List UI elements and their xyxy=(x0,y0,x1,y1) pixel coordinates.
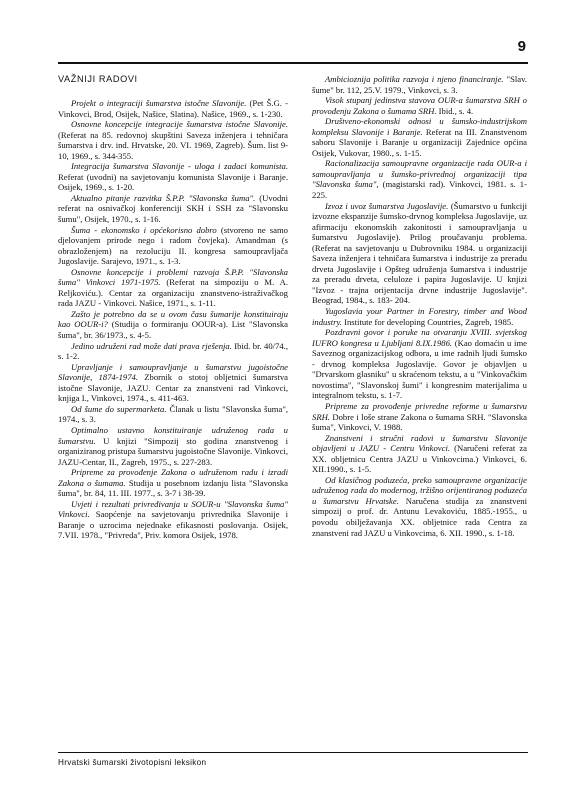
bibliography-entry xyxy=(312,158,527,200)
entry-details: Članak u listu "Slavonska šuma", 1974., s. 3. xyxy=(58,403,288,425)
entry-details: Naručena studija za znanstveni simpozij o prof. dr. Antunu Levakoviću, 1885.-1955., u povodu obilježavanja XX. obljetnice rada Centra za znanstveni rad JAZU u Vinkovcima, 6. XII. 1990., s. 1-18. xyxy=(312,495,527,538)
entry-title: Pripreme za provođenje Zakona o udruženom radu i izradi Zakona o šumama. xyxy=(58,467,288,488)
entry-details: Dobre i loše strane Zakona o šumama SRH. "Slavonska šuma", Vinkovci, V. 1988. xyxy=(312,411,527,433)
bibliography-entry xyxy=(312,74,527,95)
entry-details: Referat na III. Znanstvenom saboru Slavonije i Baranje u organizaciji Zajednice općina Osijek, Vukovar, 1980., s. 1-15. xyxy=(312,126,527,158)
bibliography-entry xyxy=(58,267,288,309)
entry-details: Saopćenje na savjetovanju privrednika Slavonije i Baranje o uzrocima nejednake efikasnosti poslovanja. Osijek, 7.VII. 1978., "Privreda", Priv. komora Osijek, 1978. xyxy=(58,509,288,541)
entry-details: Zbornik o stotoj obljetnici šumarstva istočne Slavonije, JAZU. Centar za znanstveni rad Vinkovci, knjiga I., Vinkovci, 1974., s. 411-463. xyxy=(58,372,288,404)
footer-rule xyxy=(58,752,528,753)
entry-details: (Šumarstvo u funkciji izvozne ekspanzije šumsko-drvnog kompleksa Jugoslavije, uz afirmaciju ekonomskih zakonitosti i samoupravljanja u šumarstvu Jugoslavije). Prilog proučavanju problema. (Referat na savjetovanju u Dubrovniku 1984. u organizaciji Saveza inženjera i tehničara šumarstva i industrije za preradu drveta Jugoslavije i Opšteg udruženja šumarstva i industrije za preradu drveta, celuloze i papira Jugoslavije. U knjizi "Izvoz - trajna orijentacija drvne industrije Jugoslavije". Beograd, 1984., s. 183- 204. xyxy=(312,200,527,306)
entry-title: Osnovne koncepcije integracije šumarstva istočne Slavonije. xyxy=(71,119,288,130)
entry-details: (stvoreno ne samo djelovanjem prirode nego i radom čovjeka). Amandman (s obrazloženjem) na rezoluciju II. kongresa samoupravljača Jugoslavije. Sarajevo, 1971., s. 1-3. xyxy=(58,224,288,267)
entry-title: Izvoz i uvoz šumarstva Jugoslavije. xyxy=(325,200,449,211)
entry-title: Znanstveni i stručni radovi u šumarstvu Slavonije objavljeni u JAZU - Centru Vinkovci. xyxy=(312,432,527,454)
entry-title: Racionalizacija samoupravne organizacije rada OUR-a i samoupravljanja u šumsko-privrednoj organizaciji tipa "Slavonska šuma", xyxy=(312,158,527,190)
entry-details: (Studija o formiranju OOUR-a). List "Slavonska šuma", br. 36/1973., s. 4-5. xyxy=(58,319,288,341)
bibliography-entry xyxy=(58,161,288,193)
page-number: 9 xyxy=(517,38,526,55)
entry-details: (Referat na simpoziju o M. A. Reljkoviću.). Centar za organizaciju znanstveno-istraživačkog rada JAZU - Vinkovci. Našice, 1971., s. 1-11. xyxy=(58,277,288,309)
entry-details: (Uvodni referat na osnivačkoj konferenciji SKH i SSH za "Slavonsku šumu", Osijek, 1970., s. 1-16. xyxy=(58,192,288,225)
bibliography-entry xyxy=(58,404,288,425)
entry-title: Yugoslavia your Partner in Forestry, timber and Wood industry. xyxy=(312,306,527,327)
entry-title: Jedino udruženi rad može dati prava rješenja. xyxy=(71,340,232,351)
entry-title: Visok stupanj jedinstva stavova OUR-a šumarstva SRH o provođenju Zakona o šumama SRH. xyxy=(312,95,527,116)
top-rule xyxy=(58,62,528,64)
entry-title: Zašto je potrebno da se u ovom času šumarije konstituiraju kao OOUR-i? xyxy=(58,308,288,330)
entry-title: Šuma - ekonomsko i općekorisno dobro xyxy=(71,224,217,235)
entry-details: (Pet Š.G. - Vinkovci, Brod, Osijek, Našice, Slatina). Našice, 1969., s. 1-230. xyxy=(58,98,289,119)
bibliography-entry xyxy=(312,433,527,475)
entry-title: Projekt o integraciji šumarstva istočne Slavonije. xyxy=(71,98,247,108)
entry-title: Pripreme za provođenje privredne reforme u šumarstvu SRH. xyxy=(312,400,527,422)
entry-title: Aktualno pitanje razvitka Š.P.P. "Slavonska šuma". xyxy=(71,192,256,203)
bibliography-entry xyxy=(58,467,288,499)
bibliography-entry xyxy=(58,309,288,341)
entry-title: Osnovne koncepcije i problemi razvoja Š.P.P. "Slavonska šuma" Vinkovci 1971-1975. xyxy=(58,266,288,288)
entry-details: Ibid., s. 4. xyxy=(436,105,474,116)
entry-title: Društveno-ekonomski odnosi u šumsko-industrijskom kompleksu Slavonije i Baranje. xyxy=(312,116,527,137)
entry-details: (magistarski rad). Vinkovci, 1981. s. 1-225. xyxy=(312,179,527,201)
left-column xyxy=(58,98,288,541)
bibliography-entry xyxy=(312,95,527,116)
bibliography-entry xyxy=(58,119,288,161)
entry-details: Studija u posebnom izdanju lista "Slavonska šuma", br. 84, 11. III. 1977., s. 3-7 i 38-39. xyxy=(58,477,288,499)
entry-details: (Kao domaćin u ime Saveznog organizacijskog odbora, u ime radnih ljudi šumsko - drvnog kompleksa Jugoslavije. Govor je objavljen u "Drvarskom glasniku" u skraćenom tekstu, a u "Vinkovačkim novostima", "Slavonskoj šumi" i kongresnim materijalima u integralnom tekstu, s. 1-7. xyxy=(312,337,527,401)
bibliography-entry xyxy=(312,201,527,306)
bibliography-entry xyxy=(312,327,527,401)
bibliography-entry xyxy=(312,116,527,158)
bibliography-entry xyxy=(58,341,288,362)
section-heading: VAŽNIJI RADOVI xyxy=(58,74,138,84)
bibliography-entry xyxy=(58,225,288,267)
entry-title: Od šume do supermarketa. xyxy=(71,403,167,414)
bibliography-entry xyxy=(312,401,527,433)
entry-title: Pozdravni govor i poruke na otvaranju XVIII. svjetskog IUFRO kongresa u Ljubljani 8.IX.1986. xyxy=(312,327,527,348)
entry-title: Upravljanje i samoupravljanje u šumarstvu jugoistočne Slavonije, 1874-1974. xyxy=(58,361,288,383)
entry-details: Ibid. br. 40/74., s. 1-2. xyxy=(58,340,288,362)
bibliography-entry xyxy=(312,306,527,327)
bibliography-entry xyxy=(312,475,527,538)
entry-title: Od klasičnog poduzeća, preko samoupravne organizacije udruženog rada do modernog, tržišno orijentiranog poduzeća u šumarstvu Hrvatske. xyxy=(312,474,527,506)
entry-title: Optimalno ustavno konstituiranje udruženog rada u šumarstvu. xyxy=(58,424,288,446)
entry-title: Ambicioznija politika razvoja i njeno financiranje. xyxy=(325,74,504,84)
running-footer: Hrvatski šumarski životopisni leksikon xyxy=(58,758,207,767)
right-column xyxy=(312,74,527,538)
bibliography-entry xyxy=(58,98,288,119)
entry-details: U knjizi "Simpozij sto godina znanstvenog i organiziranog pristupa šumarstvu jugoistočne Slavonije. Vinkovci, JAZU-Centar, II., Zagreb, 1975., s. 227-283. xyxy=(58,435,288,467)
entry-details: Institute for developing Countries, Zagreb, 1985. xyxy=(341,316,514,327)
entry-details: Referat (uvodni) na savjetovanju komunista Slavonije i Baranje. Osijek, 1969., s. 1-20. xyxy=(58,171,288,193)
bibliography-entry xyxy=(58,499,288,541)
entry-details: (Referat na 85. redovnoj skupštini Saveza inženjera i tehničara šumarstva i drv. ind. Hrvatske, 20. VI. 1969, Zagreb). Šum. list 9-10, 1969., s. 344-355. xyxy=(58,129,288,161)
bibliography-entry xyxy=(58,425,288,467)
bibliography-entry xyxy=(58,362,288,404)
entry-title: Integracija šumarstva Slavonije - uloga i zadaci komunista. xyxy=(71,161,288,172)
bibliography-entry xyxy=(58,193,288,225)
entry-details: "Slav. šume" br. 112, 25.V. 1979., Vinkovci, s. 3. xyxy=(312,74,527,95)
entry-details: (Naručeni referat za XX. obljetnicu Centra JAZU u Vinkovcima.) Vinkovci, 6. XII.1990., s. 1-5. xyxy=(312,443,527,475)
entry-title: Uvjeti i rezultati privređivanja u SOUR-u "Slavonska šuma" Vinkovci. xyxy=(58,498,288,520)
